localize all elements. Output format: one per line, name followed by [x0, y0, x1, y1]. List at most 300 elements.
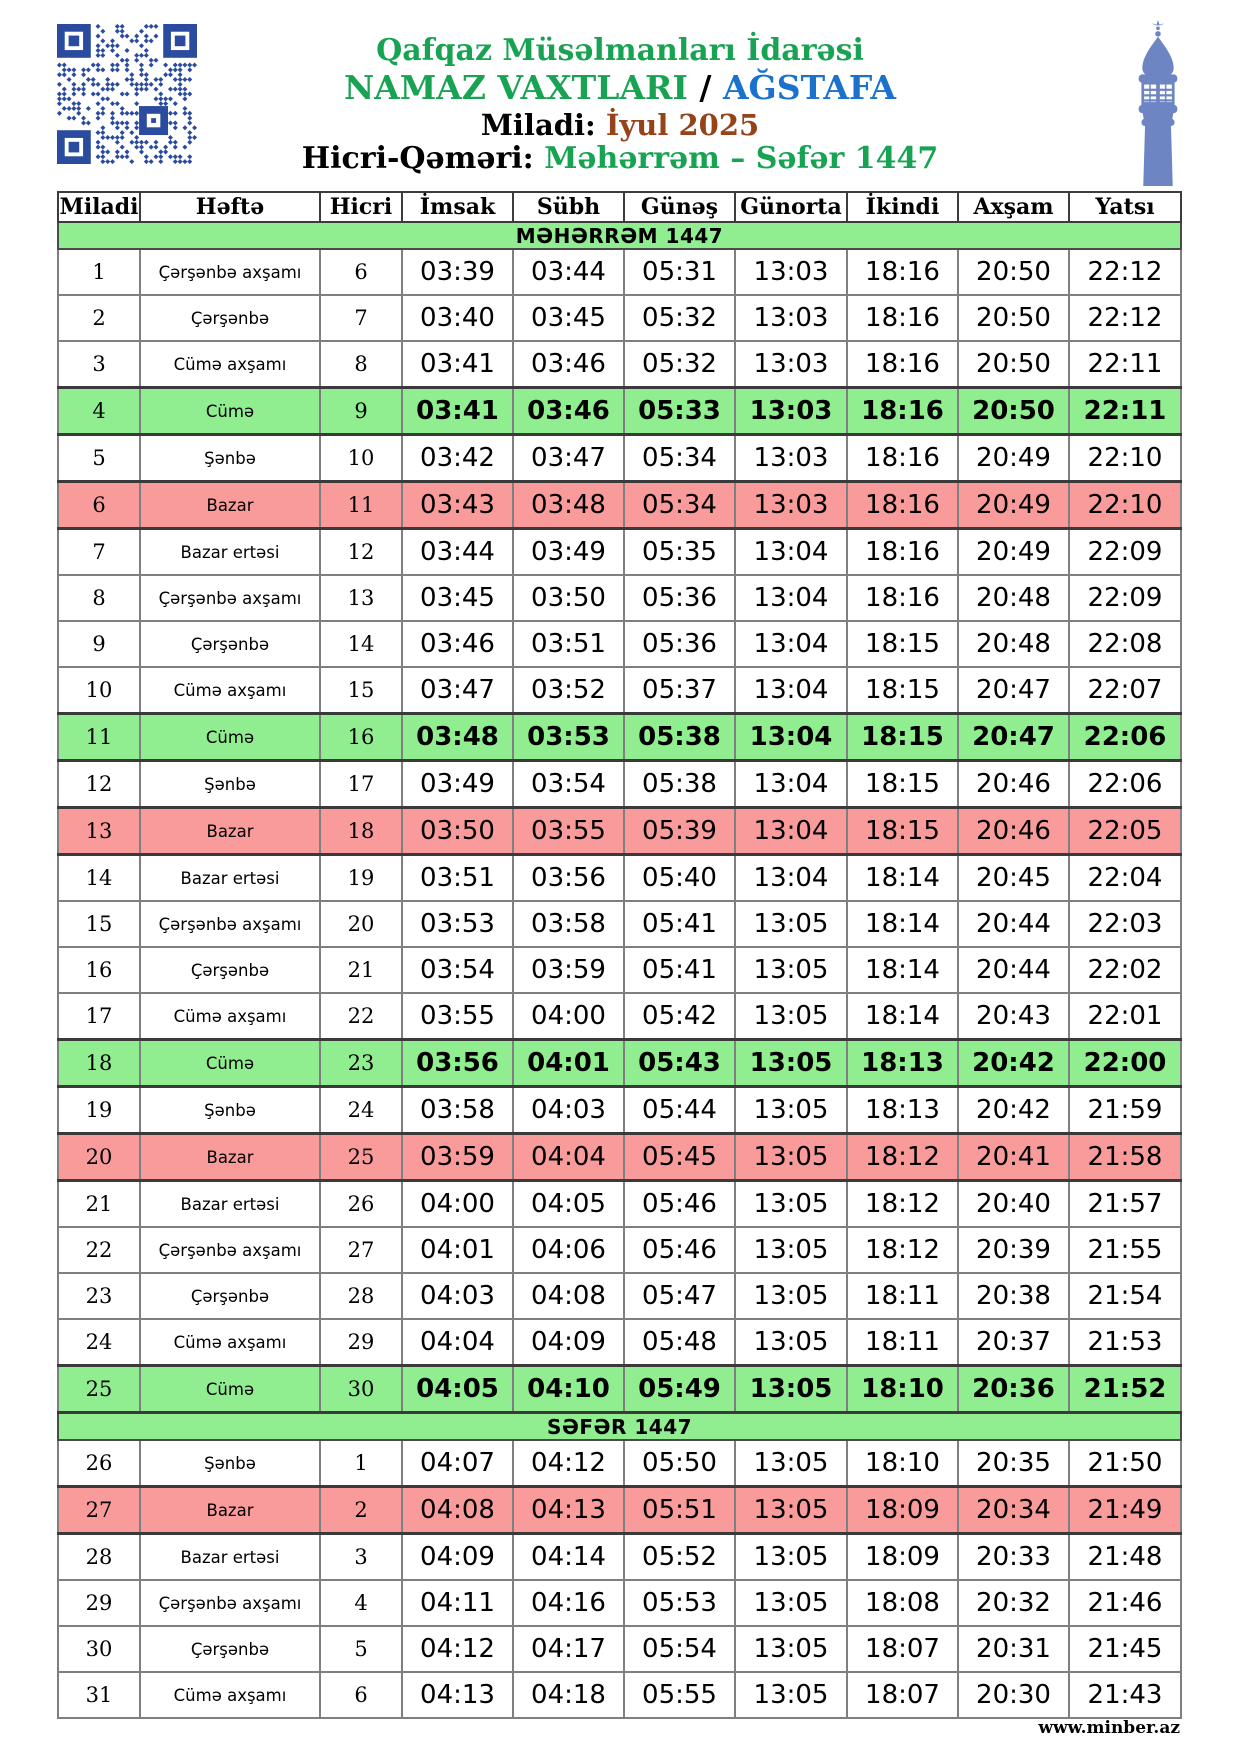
time-cell-6: 22:05: [1069, 808, 1181, 855]
miladi-day-cell: 26: [58, 1440, 140, 1487]
weekday-cell: Cümə axşamı: [140, 1672, 320, 1718]
time-cell-0: 04:04: [402, 1319, 513, 1366]
time-cell-1: 03:49: [513, 529, 624, 576]
weekday-cell: Cümə axşamı: [140, 1319, 320, 1366]
hicri-day-cell: 4: [320, 1580, 402, 1626]
time-cell-1: 04:16: [513, 1580, 624, 1626]
time-cell-5: 20:44: [958, 901, 1069, 947]
column-header-1: Həftə: [140, 192, 320, 222]
city-name: AĞSTAFA: [722, 67, 897, 107]
time-cell-2: 05:36: [624, 621, 735, 667]
time-cell-0: 03:51: [402, 855, 513, 902]
column-header-7: İkindi: [847, 192, 958, 222]
miladi-day-cell: 30: [58, 1626, 140, 1672]
table-header-row: [58, 192, 1181, 222]
time-cell-4: 18:13: [847, 1087, 958, 1134]
time-cell-5: 20:32: [958, 1580, 1069, 1626]
table-row: [58, 714, 1181, 761]
time-cell-1: 04:04: [513, 1134, 624, 1181]
time-cell-6: 22:12: [1069, 295, 1181, 341]
table-row: [58, 1087, 1181, 1134]
time-cell-6: 22:06: [1069, 761, 1181, 808]
hicri-day-cell: 25: [320, 1134, 402, 1181]
table-row: [58, 482, 1181, 529]
website-link: www.minber.az: [1038, 1718, 1180, 1738]
time-cell-1: 03:52: [513, 667, 624, 714]
time-cell-2: 05:44: [624, 1087, 735, 1134]
weekday-cell: Bazar ertəsi: [140, 855, 320, 902]
time-cell-4: 18:16: [847, 482, 958, 529]
time-cell-0: 03:44: [402, 529, 513, 576]
time-cell-6: 22:00: [1069, 1040, 1181, 1087]
weekday-cell: Çərşənbə: [140, 1626, 320, 1672]
table-row: [58, 295, 1181, 341]
time-cell-2: 05:35: [624, 529, 735, 576]
column-header-4: Sübh: [513, 192, 624, 222]
miladi-day-cell: 22: [58, 1227, 140, 1273]
column-header-8: Axşam: [958, 192, 1069, 222]
time-cell-0: 03:53: [402, 901, 513, 947]
hicri-day-cell: 1: [320, 1440, 402, 1487]
time-cell-0: 03:41: [402, 388, 513, 435]
time-cell-4: 18:16: [847, 249, 958, 295]
hicri-day-cell: 12: [320, 529, 402, 576]
time-cell-5: 20:42: [958, 1040, 1069, 1087]
weekday-cell: Cümə axşamı: [140, 341, 320, 388]
weekday-cell: Cümə: [140, 714, 320, 761]
time-cell-5: 20:45: [958, 855, 1069, 902]
time-cell-1: 03:54: [513, 761, 624, 808]
time-cell-1: 04:10: [513, 1366, 624, 1413]
time-cell-3: 13:05: [735, 1580, 847, 1626]
table-row: [58, 249, 1181, 295]
miladi-day-cell: 2: [58, 295, 140, 341]
time-cell-6: 21:54: [1069, 1273, 1181, 1319]
hicri-day-cell: 14: [320, 621, 402, 667]
table-row: [58, 1181, 1181, 1228]
time-cell-1: 03:53: [513, 714, 624, 761]
weekday-cell: Bazar ertəsi: [140, 1181, 320, 1228]
time-cell-5: 20:44: [958, 947, 1069, 993]
time-cell-5: 20:47: [958, 667, 1069, 714]
table-row: [58, 1366, 1181, 1413]
time-cell-3: 13:05: [735, 1181, 847, 1228]
time-cell-4: 18:12: [847, 1181, 958, 1228]
time-cell-1: 03:56: [513, 855, 624, 902]
miladi-day-cell: 8: [58, 575, 140, 621]
miladi-day-cell: 14: [58, 855, 140, 902]
time-cell-6: 21:50: [1069, 1440, 1181, 1487]
time-cell-5: 20:41: [958, 1134, 1069, 1181]
table-row: [58, 901, 1181, 947]
time-cell-5: 20:38: [958, 1273, 1069, 1319]
time-cell-3: 13:03: [735, 388, 847, 435]
time-cell-5: 20:34: [958, 1487, 1069, 1534]
time-cell-0: 03:46: [402, 621, 513, 667]
time-cell-1: 03:46: [513, 341, 624, 388]
weekday-cell: Bazar ertəsi: [140, 529, 320, 576]
gregorian-date-line: [200, 109, 1040, 141]
time-cell-1: 04:13: [513, 1487, 624, 1534]
table-row: [58, 575, 1181, 621]
column-header-2: Hicri: [320, 192, 402, 222]
time-cell-1: 04:05: [513, 1181, 624, 1228]
time-cell-6: 21:48: [1069, 1534, 1181, 1581]
time-cell-1: 04:00: [513, 993, 624, 1040]
weekday-cell: Bazar: [140, 1134, 320, 1181]
weekday-cell: Çərşənbə axşamı: [140, 901, 320, 947]
time-cell-1: 04:01: [513, 1040, 624, 1087]
time-cell-4: 18:11: [847, 1273, 958, 1319]
time-cell-2: 05:34: [624, 435, 735, 482]
time-cell-2: 05:34: [624, 482, 735, 529]
table-row: [58, 761, 1181, 808]
hicri-day-cell: 6: [320, 1672, 402, 1718]
hicri-day-cell: 8: [320, 341, 402, 388]
time-cell-1: 03:51: [513, 621, 624, 667]
prayer-times-table: [57, 191, 1182, 1719]
time-cell-2: 05:37: [624, 667, 735, 714]
table-row: [58, 435, 1181, 482]
gregorian-label: Miladi:: [480, 107, 596, 142]
time-cell-2: 05:32: [624, 341, 735, 388]
section-band-title: SƏFƏR 1447: [58, 1413, 1181, 1441]
table-row: [58, 621, 1181, 667]
time-cell-2: 05:38: [624, 714, 735, 761]
time-cell-3: 13:03: [735, 482, 847, 529]
time-cell-0: 03:47: [402, 667, 513, 714]
time-cell-2: 05:40: [624, 855, 735, 902]
hicri-day-cell: 23: [320, 1040, 402, 1087]
miladi-day-cell: 13: [58, 808, 140, 855]
miladi-day-cell: 24: [58, 1319, 140, 1366]
time-cell-6: 22:07: [1069, 667, 1181, 714]
page-title: [200, 67, 1040, 107]
time-cell-0: 04:00: [402, 1181, 513, 1228]
time-cell-6: 21:57: [1069, 1181, 1181, 1228]
time-cell-1: 04:06: [513, 1227, 624, 1273]
hicri-day-cell: 6: [320, 249, 402, 295]
time-cell-3: 13:05: [735, 1487, 847, 1534]
miladi-day-cell: 12: [58, 761, 140, 808]
time-cell-0: 03:55: [402, 993, 513, 1040]
time-cell-3: 13:04: [735, 621, 847, 667]
time-cell-4: 18:07: [847, 1672, 958, 1718]
time-cell-4: 18:16: [847, 435, 958, 482]
time-cell-5: 20:33: [958, 1534, 1069, 1581]
time-cell-3: 13:03: [735, 249, 847, 295]
weekday-cell: Şənbə: [140, 1440, 320, 1487]
time-cell-6: 22:12: [1069, 249, 1181, 295]
time-cell-4: 18:09: [847, 1487, 958, 1534]
table-row: [58, 1534, 1181, 1581]
time-cell-2: 05:47: [624, 1273, 735, 1319]
mosque-minaret-icon: [1132, 20, 1184, 186]
weekday-cell: Bazar: [140, 482, 320, 529]
weekday-cell: Cümə: [140, 1366, 320, 1413]
table-row: [58, 1487, 1181, 1534]
time-cell-6: 22:11: [1069, 388, 1181, 435]
time-cell-0: 03:41: [402, 341, 513, 388]
time-cell-6: 21:53: [1069, 1319, 1181, 1366]
time-cell-6: 21:52: [1069, 1366, 1181, 1413]
time-cell-2: 05:51: [624, 1487, 735, 1534]
miladi-day-cell: 31: [58, 1672, 140, 1718]
time-cell-5: 20:37: [958, 1319, 1069, 1366]
weekday-cell: Bazar ertəsi: [140, 1534, 320, 1581]
time-cell-3: 13:04: [735, 575, 847, 621]
hicri-day-cell: 3: [320, 1534, 402, 1581]
time-cell-4: 18:15: [847, 667, 958, 714]
hicri-day-cell: 29: [320, 1319, 402, 1366]
time-cell-3: 13:05: [735, 1087, 847, 1134]
time-cell-5: 20:50: [958, 341, 1069, 388]
miladi-day-cell: 18: [58, 1040, 140, 1087]
miladi-day-cell: 17: [58, 993, 140, 1040]
weekday-cell: Çərşənbə axşamı: [140, 575, 320, 621]
column-header-0: Miladi: [59, 194, 139, 220]
time-cell-0: 03:39: [402, 249, 513, 295]
time-cell-2: 05:41: [624, 947, 735, 993]
table-row: [58, 993, 1181, 1040]
table-row: [58, 1273, 1181, 1319]
time-cell-6: 21:55: [1069, 1227, 1181, 1273]
time-cell-6: 22:10: [1069, 482, 1181, 529]
time-cell-0: 03:40: [402, 295, 513, 341]
time-cell-3: 13:05: [735, 1366, 847, 1413]
time-cell-2: 05:46: [624, 1227, 735, 1273]
hicri-day-cell: 20: [320, 901, 402, 947]
time-cell-1: 03:45: [513, 295, 624, 341]
time-cell-0: 04:08: [402, 1487, 513, 1534]
hicri-day-cell: 7: [320, 295, 402, 341]
weekday-cell: Çərşənbə: [140, 621, 320, 667]
weekday-cell: Çərşənbə: [140, 1273, 320, 1319]
weekday-cell: Bazar: [140, 1487, 320, 1534]
miladi-day-cell: 19: [58, 1087, 140, 1134]
hicri-day-cell: 27: [320, 1227, 402, 1273]
table-row: [58, 808, 1181, 855]
time-cell-2: 05:32: [624, 295, 735, 341]
time-cell-4: 18:16: [847, 388, 958, 435]
column-header-3: İmsak: [402, 192, 513, 222]
time-cell-5: 20:48: [958, 621, 1069, 667]
time-cell-3: 13:04: [735, 529, 847, 576]
time-cell-2: 05:53: [624, 1580, 735, 1626]
table-row: [58, 1580, 1181, 1626]
time-cell-6: 22:06: [1069, 714, 1181, 761]
miladi-day-cell: 21: [58, 1181, 140, 1228]
weekday-cell: Çərşənbə: [140, 295, 320, 341]
time-cell-0: 03:43: [402, 482, 513, 529]
organization-title: Qafqaz Müsəlmanları İdarəsi: [376, 33, 864, 68]
gregorian-value: İyul 2025: [605, 107, 760, 142]
time-cell-2: 05:39: [624, 808, 735, 855]
time-cell-5: 20:42: [958, 1087, 1069, 1134]
page-title-separator: /: [687, 67, 723, 107]
time-cell-6: 22:10: [1069, 435, 1181, 482]
time-cell-1: 04:18: [513, 1672, 624, 1718]
hicri-day-cell: 26: [320, 1181, 402, 1228]
time-cell-4: 18:16: [847, 529, 958, 576]
time-cell-5: 20:46: [958, 808, 1069, 855]
time-cell-4: 18:08: [847, 1580, 958, 1626]
time-cell-3: 13:04: [735, 761, 847, 808]
time-cell-1: 03:48: [513, 482, 624, 529]
time-cell-3: 13:05: [735, 1134, 847, 1181]
time-cell-4: 18:16: [847, 575, 958, 621]
time-cell-3: 13:05: [735, 1227, 847, 1273]
table-row: [58, 1134, 1181, 1181]
time-cell-2: 05:46: [624, 1181, 735, 1228]
time-cell-0: 04:07: [402, 1440, 513, 1487]
hicri-day-cell: 16: [320, 714, 402, 761]
miladi-day-cell: 5: [58, 435, 140, 482]
time-cell-4: 18:12: [847, 1134, 958, 1181]
hijri-date-line: [200, 142, 1040, 176]
miladi-day-cell: 10: [58, 667, 140, 714]
hicri-day-cell: 10: [320, 435, 402, 482]
table-row: [58, 341, 1181, 388]
table-row: [58, 947, 1181, 993]
miladi-day-cell: 11: [58, 714, 140, 761]
time-cell-5: 20:40: [958, 1181, 1069, 1228]
time-cell-5: 20:46: [958, 761, 1069, 808]
hicri-day-cell: 30: [320, 1366, 402, 1413]
hicri-day-cell: 17: [320, 761, 402, 808]
miladi-day-cell: 1: [58, 249, 140, 295]
time-cell-4: 18:07: [847, 1626, 958, 1672]
time-cell-1: 04:12: [513, 1440, 624, 1487]
time-cell-6: 22:09: [1069, 575, 1181, 621]
time-cell-6: 22:09: [1069, 529, 1181, 576]
time-cell-5: 20:43: [958, 993, 1069, 1040]
time-cell-0: 04:03: [402, 1273, 513, 1319]
time-cell-1: 03:46: [513, 388, 624, 435]
time-cell-4: 18:16: [847, 341, 958, 388]
time-cell-2: 05:38: [624, 761, 735, 808]
time-cell-3: 13:05: [735, 1319, 847, 1366]
table-row: [58, 529, 1181, 576]
time-cell-3: 13:05: [735, 1040, 847, 1087]
time-cell-3: 13:05: [735, 901, 847, 947]
time-cell-6: 22:11: [1069, 341, 1181, 388]
time-cell-5: 20:48: [958, 575, 1069, 621]
miladi-day-cell: 28: [58, 1534, 140, 1581]
time-cell-3: 13:04: [735, 714, 847, 761]
weekday-cell: Bazar: [140, 808, 320, 855]
miladi-day-cell: 16: [58, 947, 140, 993]
time-cell-4: 18:15: [847, 714, 958, 761]
time-cell-1: 03:44: [513, 249, 624, 295]
time-cell-3: 13:05: [735, 993, 847, 1040]
time-cell-6: 22:04: [1069, 855, 1181, 902]
time-cell-0: 03:45: [402, 575, 513, 621]
time-cell-6: 22:01: [1069, 993, 1181, 1040]
time-cell-4: 18:09: [847, 1534, 958, 1581]
time-cell-6: 22:08: [1069, 621, 1181, 667]
time-cell-0: 04:09: [402, 1534, 513, 1581]
weekday-cell: Şənbə: [140, 1087, 320, 1134]
hicri-day-cell: 18: [320, 808, 402, 855]
page-title-main: NAMAZ VAXTLARI: [343, 67, 688, 107]
time-cell-3: 13:05: [735, 1672, 847, 1718]
time-cell-1: 04:14: [513, 1534, 624, 1581]
section-band: [58, 222, 1181, 249]
time-cell-3: 13:04: [735, 855, 847, 902]
table-row: [58, 388, 1181, 435]
time-cell-4: 18:12: [847, 1227, 958, 1273]
column-header-5: Günəş: [624, 192, 735, 222]
time-cell-3: 13:05: [735, 1440, 847, 1487]
time-cell-4: 18:10: [847, 1440, 958, 1487]
time-cell-2: 05:50: [624, 1440, 735, 1487]
weekday-cell: Şənbə: [140, 761, 320, 808]
miladi-day-cell: 3: [58, 341, 140, 388]
weekday-cell: Cümə axşamı: [140, 993, 320, 1040]
time-cell-5: 20:35: [958, 1440, 1069, 1487]
miladi-day-cell: 15: [58, 901, 140, 947]
weekday-cell: Cümə: [140, 1040, 320, 1087]
time-cell-3: 13:05: [735, 1534, 847, 1581]
time-cell-1: 03:47: [513, 435, 624, 482]
time-cell-0: 04:01: [402, 1227, 513, 1273]
time-cell-5: 20:47: [958, 714, 1069, 761]
table-row: [58, 1672, 1181, 1718]
time-cell-3: 13:03: [735, 295, 847, 341]
table-row: [58, 1040, 1181, 1087]
time-cell-1: 03:59: [513, 947, 624, 993]
section-band-title: MƏHƏRRƏM 1447: [58, 222, 1181, 249]
time-cell-0: 04:05: [402, 1366, 513, 1413]
miladi-day-cell: 9: [58, 621, 140, 667]
time-cell-4: 18:13: [847, 1040, 958, 1087]
time-cell-0: 03:49: [402, 761, 513, 808]
time-cell-0: 03:54: [402, 947, 513, 993]
time-cell-6: 21:49: [1069, 1487, 1181, 1534]
miladi-day-cell: 4: [58, 388, 140, 435]
time-cell-0: 04:12: [402, 1626, 513, 1672]
hijri-label: Hicri-Qəməri:: [301, 141, 534, 177]
time-cell-2: 05:45: [624, 1134, 735, 1181]
hijri-value: Məhərrəm – Səfər 1447: [544, 141, 939, 177]
hicri-day-cell: 11: [320, 482, 402, 529]
time-cell-1: 04:03: [513, 1087, 624, 1134]
time-cell-4: 18:15: [847, 761, 958, 808]
hicri-day-cell: 22: [320, 993, 402, 1040]
qr-code-icon: [57, 24, 197, 164]
time-cell-2: 05:54: [624, 1626, 735, 1672]
time-cell-3: 13:05: [735, 1273, 847, 1319]
table-row: [58, 667, 1181, 714]
table-row: [58, 855, 1181, 902]
weekday-cell: Cümə: [140, 388, 320, 435]
time-cell-6: 22:03: [1069, 901, 1181, 947]
title-block: [200, 34, 1040, 176]
hicri-day-cell: 2: [320, 1487, 402, 1534]
time-cell-2: 05:36: [624, 575, 735, 621]
time-cell-3: 13:03: [735, 435, 847, 482]
table-row: [58, 1626, 1181, 1672]
time-cell-4: 18:14: [847, 901, 958, 947]
time-cell-2: 05:48: [624, 1319, 735, 1366]
time-cell-5: 20:31: [958, 1626, 1069, 1672]
weekday-cell: Çərşənbə axşamı: [140, 1580, 320, 1626]
time-cell-0: 03:59: [402, 1134, 513, 1181]
time-cell-4: 18:15: [847, 621, 958, 667]
miladi-day-cell: 7: [58, 529, 140, 576]
time-cell-2: 05:41: [624, 901, 735, 947]
